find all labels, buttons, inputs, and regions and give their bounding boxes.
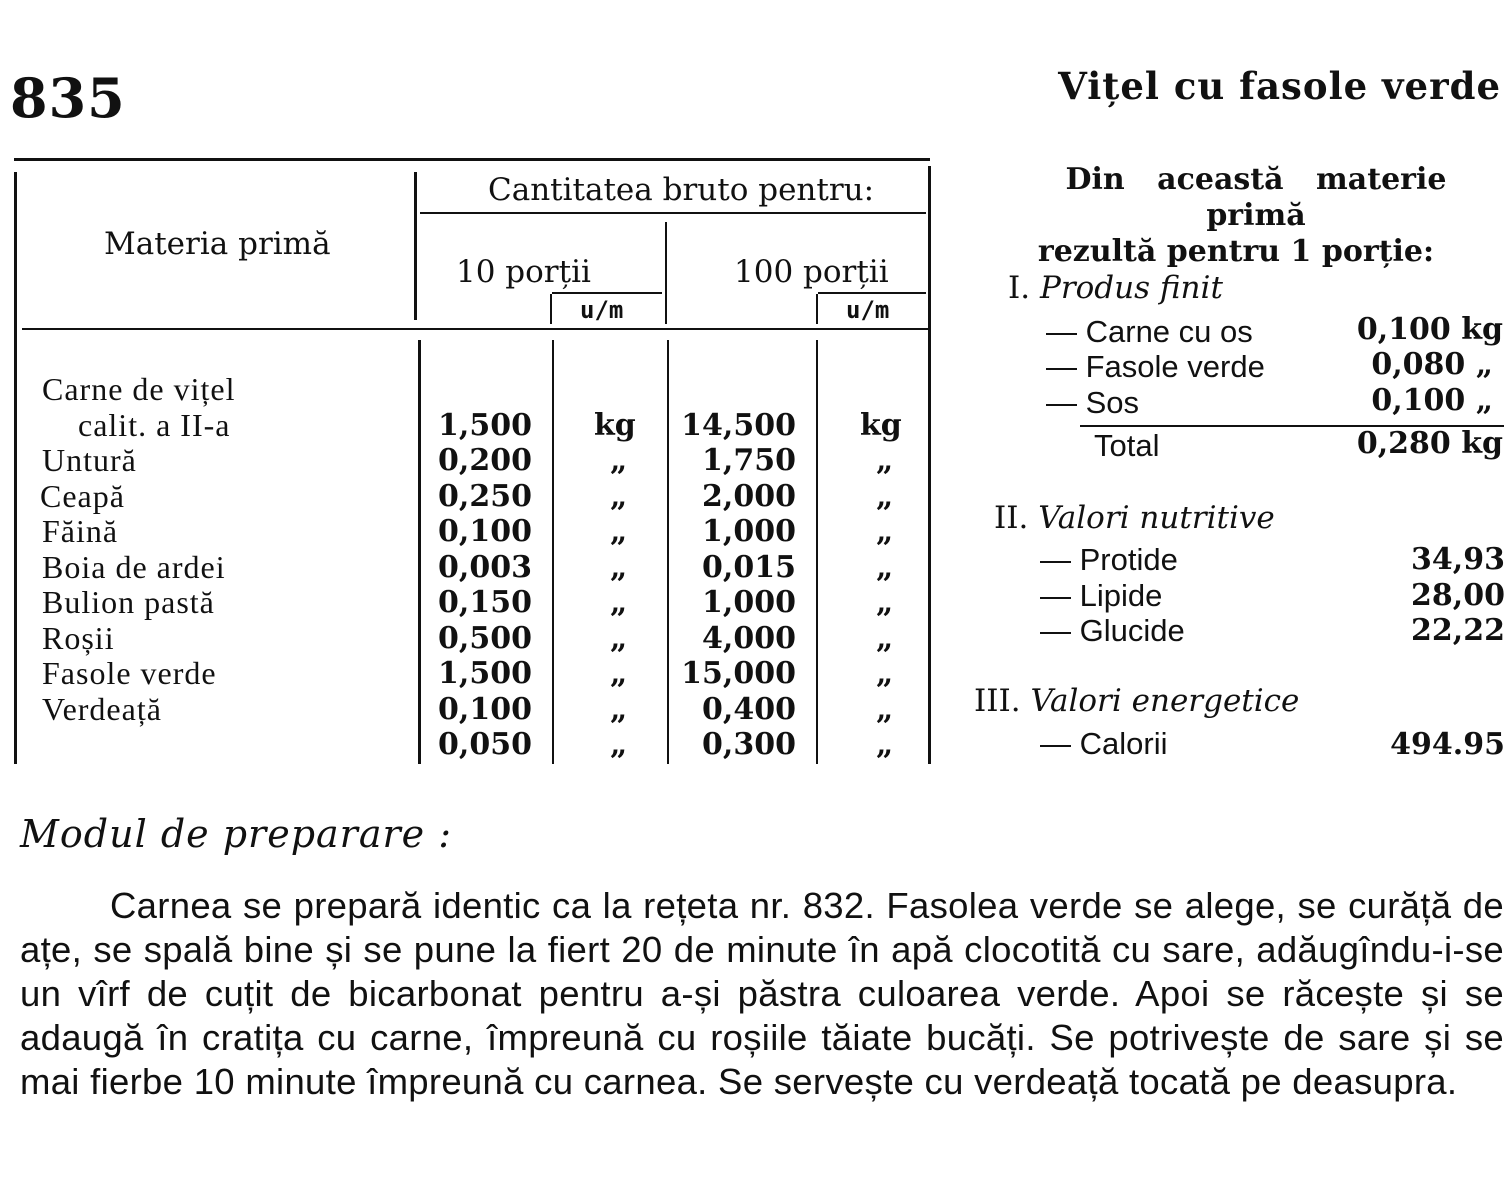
- ingredient-name: Fasole verde: [42, 655, 217, 691]
- qty-10: 0,150: [438, 585, 532, 620]
- finished-item-value: 0,100 kg: [1356, 312, 1503, 347]
- unit-10: „: [610, 585, 628, 620]
- um100-divider-top: [816, 294, 818, 324]
- section-numeral: I.: [1008, 270, 1031, 306]
- recipe-title: Vițel cu fasole verde: [1058, 64, 1501, 108]
- ingredient-name: Untură: [42, 442, 137, 478]
- unit-10: „: [610, 478, 628, 514]
- finished-total-value: 0,280 kg: [1356, 426, 1503, 461]
- section-numeral: II.: [994, 500, 1029, 536]
- table-row: [14, 372, 930, 408]
- summary-intro: [1010, 162, 1502, 270]
- table-row: [14, 514, 930, 550]
- finished-item-label: — Fasole verde: [1046, 349, 1265, 384]
- qty-100: 15,000: [681, 656, 796, 691]
- qty-10: 0,200: [438, 443, 532, 478]
- qty-100: 1,000: [702, 514, 796, 549]
- table-row: [14, 585, 930, 621]
- um10-divider-top: [550, 294, 552, 324]
- unit-100: „: [876, 549, 894, 585]
- table-row: [14, 727, 930, 763]
- preparation-title: Modul de preparare :: [20, 812, 453, 856]
- summary-intro-line1: Din această materie primă: [1065, 162, 1447, 233]
- ingredient-name: calit. a II-a: [78, 406, 231, 443]
- qty-100: 4,000: [702, 620, 796, 656]
- col-100-um-header: u/m: [846, 296, 890, 324]
- qty-100: 0,015: [702, 549, 796, 585]
- table-row: [14, 656, 930, 692]
- ingredient-name: Ceapă: [40, 477, 125, 514]
- section-numeral: III.: [974, 683, 1021, 719]
- section-title: Valori nutritive: [1038, 500, 1275, 536]
- table-row: [14, 408, 930, 444]
- ingredient-name: Făină: [42, 513, 119, 549]
- qty-100: 0,400: [702, 691, 796, 727]
- ingredient-name: Boia de ardei: [42, 548, 226, 585]
- unit-10: „: [610, 514, 628, 549]
- energetic-heading: [974, 683, 1299, 719]
- ingredient-name: Roșii: [42, 619, 115, 656]
- unit-10: „: [610, 620, 628, 656]
- unit-100: kg: [860, 407, 902, 443]
- unit-10: kg: [594, 407, 636, 443]
- table-row: [14, 443, 930, 479]
- unit-100: „: [876, 620, 894, 656]
- table-top-rule: [14, 158, 930, 161]
- table-row: [14, 479, 930, 515]
- finished-item-label: — Sos: [1046, 385, 1140, 420]
- finished-item-label: — Carne cu os: [1046, 314, 1253, 349]
- unit-10: „: [610, 549, 628, 585]
- nutritive-item-label: — Protide: [1040, 542, 1178, 577]
- ingredient-name: Verdeață: [42, 690, 162, 727]
- ingredient-name: Carne de vițel: [42, 371, 236, 407]
- section-title: Produs finit: [1039, 270, 1223, 306]
- qty-10: 1,500: [438, 407, 532, 443]
- qty-10: 0,100: [438, 691, 532, 727]
- unit-100: „: [876, 656, 894, 691]
- unit-100: „: [876, 691, 894, 727]
- col-quantity-header: Cantitatea bruto pentru:: [488, 172, 875, 208]
- energetic-item-value: 494.95: [1390, 727, 1505, 762]
- ingredients-table: [14, 158, 930, 764]
- qty-10: 1,500: [438, 656, 532, 691]
- col-100-header: 100 porții: [734, 254, 889, 290]
- portions-divider-top: [665, 222, 667, 324]
- nutritive-item-value: 28,00: [1411, 578, 1505, 613]
- qty-100: 2,000: [702, 478, 796, 514]
- unit-100: „: [876, 514, 894, 549]
- section-title: Valori energetice: [1030, 683, 1300, 719]
- nutritive-item-value: 22,22: [1411, 613, 1505, 648]
- col-10-header: 10 porții: [456, 254, 591, 290]
- qty-100: 0,300: [702, 727, 796, 762]
- qty-100: 1,000: [702, 585, 796, 620]
- quantity-underline: [420, 212, 926, 214]
- energetic-item-label: — Calorii: [1040, 726, 1168, 761]
- unit-10: „: [610, 443, 628, 478]
- nutritive-item-label: — Lipide: [1040, 578, 1163, 613]
- qty-100: 14,500: [681, 407, 796, 443]
- qty-10: 0,250: [438, 478, 532, 514]
- table-row: [14, 621, 930, 657]
- table-row: [14, 692, 930, 728]
- um10-underline: [552, 292, 662, 294]
- unit-100: „: [876, 585, 894, 620]
- recipe-number: 835: [10, 66, 126, 130]
- qty-100: 1,750: [702, 443, 796, 478]
- preparation-text: Carnea se prepară identic ca la rețeta nr. 832. Fasolea verde se alege, se curăță de ațe, se spală bine și se pune la fiert 20 de minute în apă clocotită cu sare, adăugîndu-i-se un vîrf de cuțit de bicarbonat pentru a-și păstra culoarea verde. Apoi se răcește și se adaugă în cratița cu carne, împreună cu roșiile tăiate bucăți. Se potrivește de sare și se mai fierbe 10 minute împreună cu carnea. Se servește cu verdeață tocată pe deasupra.: [20, 885, 1504, 1102]
- finished-product-heading: [1008, 270, 1223, 306]
- um100-underline: [818, 292, 926, 294]
- finished-item-value: 0,080 „: [1371, 347, 1493, 382]
- summary-intro-line2: rezultă pentru 1 porție:: [1037, 234, 1435, 269]
- unit-10: „: [610, 656, 628, 691]
- nutritive-item-label: — Glucide: [1040, 613, 1185, 648]
- nutritive-heading: [994, 500, 1275, 536]
- qty-10: 0,003: [438, 549, 532, 585]
- unit-10: „: [610, 727, 628, 762]
- nutritive-item-value: 34,93: [1411, 542, 1505, 577]
- finished-item-value: 0,100 „: [1371, 383, 1493, 418]
- qty-10: 0,100: [438, 514, 532, 549]
- qty-10: 0,500: [438, 620, 532, 656]
- material-divider-top: [414, 172, 417, 320]
- table-row: [14, 550, 930, 586]
- qty-10: 0,050: [438, 727, 532, 762]
- header-bottom-rule: [22, 328, 928, 330]
- unit-100: „: [876, 443, 894, 478]
- ingredient-rows: [14, 372, 930, 763]
- unit-10: „: [610, 691, 628, 727]
- col-material-header: Materia primă: [104, 226, 331, 262]
- unit-100: „: [876, 727, 894, 762]
- unit-100: „: [876, 478, 894, 514]
- finished-total-label: Total: [1094, 428, 1160, 463]
- ingredient-name: Bulion pastă: [42, 584, 215, 620]
- col-10-um-header: u/m: [580, 296, 624, 324]
